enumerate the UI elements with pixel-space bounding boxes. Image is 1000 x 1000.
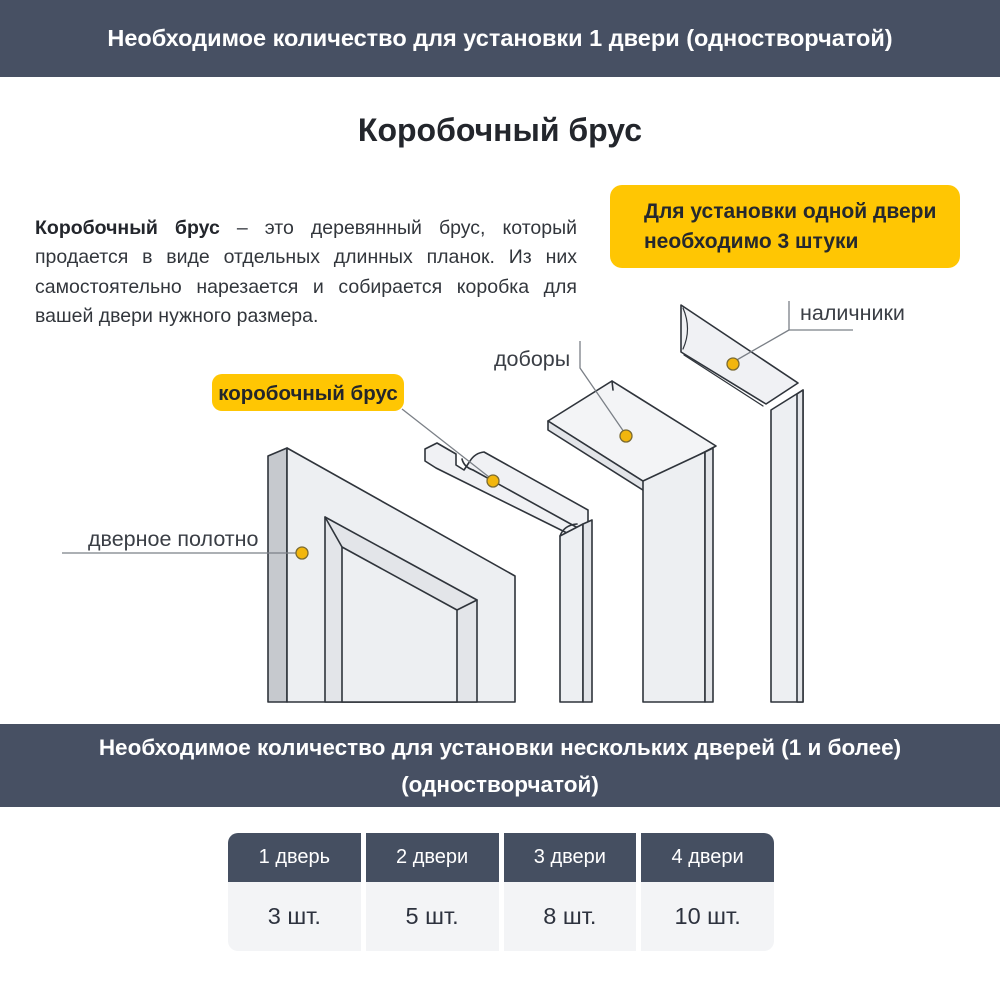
- frame-bar-marker-dot: [487, 475, 499, 487]
- bottom-banner-line2: (одностворчатой): [401, 771, 599, 797]
- page-title: Коробочный брус: [357, 112, 643, 148]
- table-header: 2 двери: [366, 833, 499, 882]
- lead-text: – это деревянный брус, который продается в виде отдельных длинных планок. Из них самостоятельно нарезается и собирается коробка для вашей двери нужного размера.: [35, 216, 578, 327]
- quantity-badge-line2: необходимо 3 штуки: [644, 229, 859, 253]
- table-header: 1 дверь: [228, 833, 361, 882]
- lead-bold-term: Коробочный брус: [35, 216, 220, 239]
- table-column-1-door: [228, 833, 361, 951]
- door-parts-diagram: [0, 290, 1000, 714]
- table-value: 5 шт.: [366, 882, 499, 951]
- table-value: 3 шт.: [228, 882, 361, 951]
- top-banner-text: Необходимое количество для установки 1 двери (одностворчатой): [107, 25, 893, 51]
- door-leaf-marker-dot: [296, 547, 308, 559]
- door-leaf-label: дверное полотно: [88, 527, 259, 551]
- frame-bar-label-badge: [212, 374, 404, 411]
- table-value: 10 шт.: [641, 882, 774, 951]
- casings-marker-dot: [727, 358, 739, 370]
- extensions-label: доборы: [494, 347, 571, 371]
- top-banner: [0, 0, 1000, 77]
- frame-bar-label: коробочный брус: [218, 382, 398, 405]
- extensions-marker-dot: [620, 430, 632, 442]
- casings-label: наличники: [800, 301, 905, 325]
- table-header: 3 двери: [504, 833, 637, 882]
- bottom-banner: [0, 724, 1000, 807]
- table-column-4-doors: [641, 833, 774, 951]
- doors-quantity-table: [228, 833, 774, 951]
- table-header: 4 двери: [641, 833, 774, 882]
- quantity-badge: [610, 185, 960, 268]
- table-value: 8 шт.: [504, 882, 637, 951]
- quantity-badge-line1: Для установки одной двери: [644, 199, 937, 223]
- table-column-3-doors: [504, 833, 637, 951]
- bottom-banner-line1: Необходимое количество для установки нескольких дверей (1 и более): [98, 734, 902, 760]
- table-column-2-doors: [366, 833, 499, 951]
